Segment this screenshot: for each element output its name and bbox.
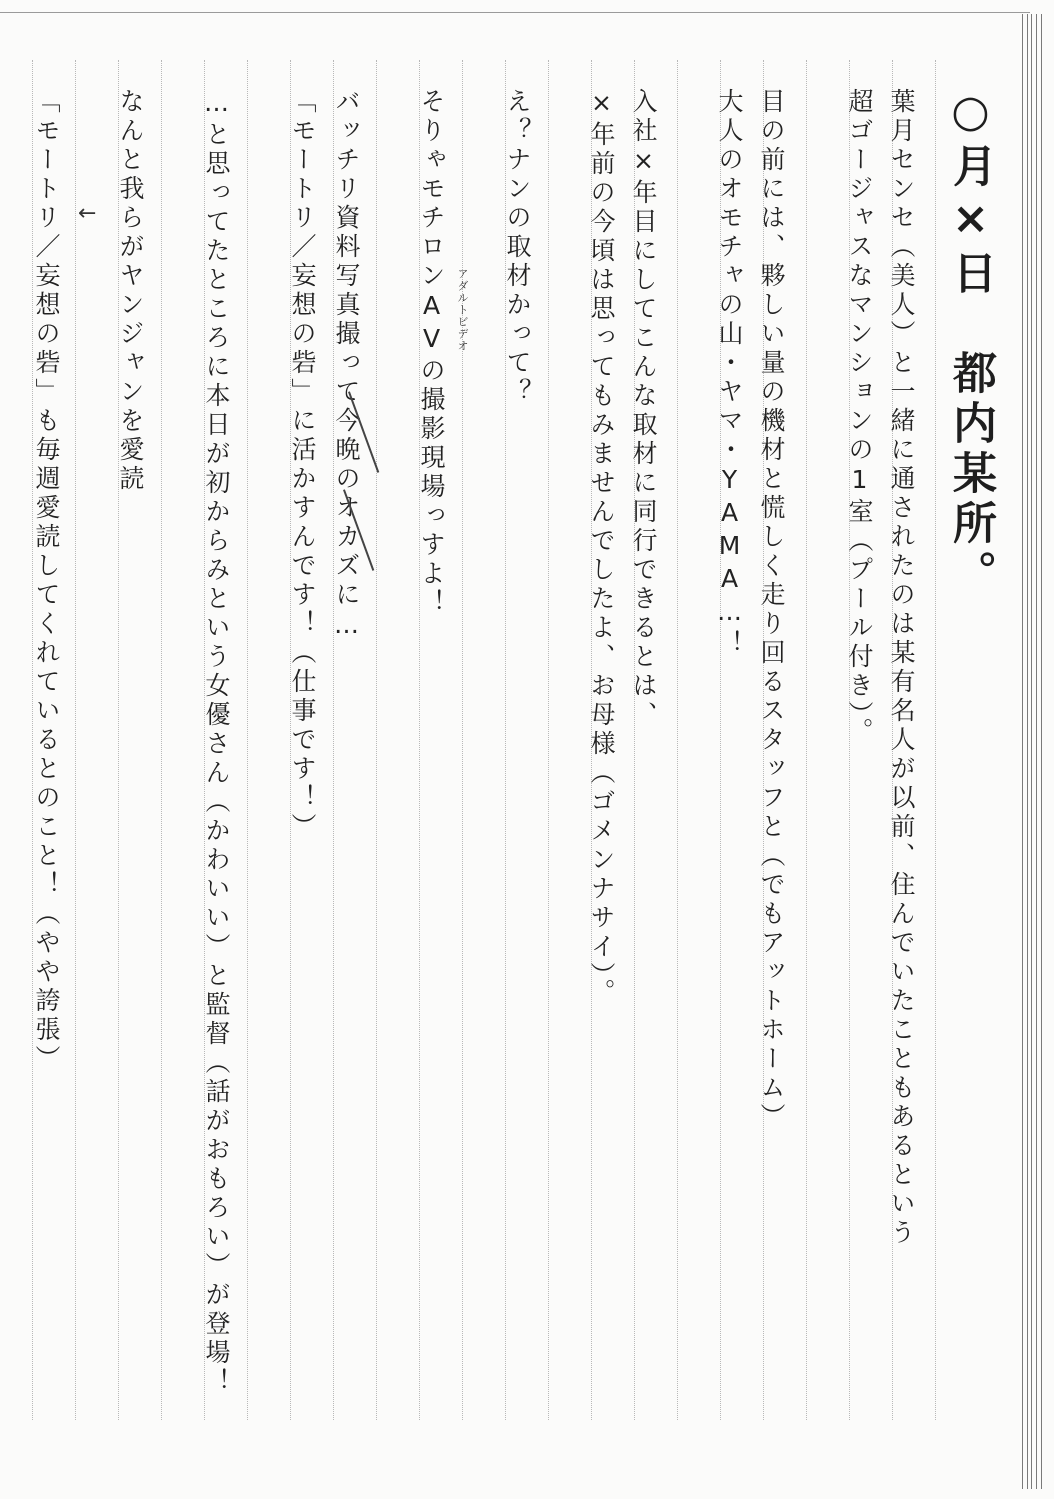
ruled-line <box>548 60 549 1420</box>
ruled-line <box>75 60 76 1420</box>
text-column-8: そりゃモチロンAVの撮影現場っすよ！ <box>417 88 446 618</box>
text-column-2: 超ゴージャスなマンションの1室（プール付き）。 <box>845 88 874 747</box>
page-edge-line <box>1036 14 1037 1489</box>
text-column-6: ×年前の今頃は思ってもみませんでしたよ、お母様（ゴメンナサイ）。 <box>587 88 616 1008</box>
ruled-line <box>935 60 936 1420</box>
text-column-4: 大人のオモチャの山・ヤマ・YAMA…！ <box>715 88 744 659</box>
text-column-1: 葉月センセ（美人）と一緒に通されたのは某有名人が以前、住んでいたこともあるという <box>887 88 916 1248</box>
page-edge-line <box>1022 14 1023 1489</box>
left-arrow-icon: ← <box>78 201 97 226</box>
ruby-av: アダルトビデオ <box>456 268 469 352</box>
text-column-7: え？ナンの取材かって？ <box>503 88 532 407</box>
text-column-3: 目の前には、夥しい量の機材と慌しく走り回るスタッフと（でもアットホーム） <box>757 88 786 1132</box>
text-column-13: 「モートリ／妄想の砦」も毎週愛読してくれているとのこと！（やや誇張） <box>32 88 61 1074</box>
ruled-line <box>247 60 248 1420</box>
text-column-10: 「モートリ／妄想の砦」に活かすんです！（仕事です！） <box>288 88 317 842</box>
page-edge-line <box>1031 14 1032 1489</box>
diary-date-heading: ○月×日 都内某所。 <box>945 86 996 600</box>
ruled-line <box>677 60 678 1420</box>
page-edge-line <box>1027 14 1028 1489</box>
page-top-edge <box>0 12 1030 13</box>
ruled-line <box>462 60 463 1420</box>
text-column-5: 入社×年目にしてこんな取材に同行できるとは、 <box>629 88 658 730</box>
text-column-12: なんと我らがヤンジャンを愛読 <box>116 88 145 494</box>
text-column-9: バッチリ資料写真撮って今晩のオカズに… <box>332 88 361 643</box>
ruled-line <box>376 60 377 1420</box>
ruled-line <box>161 60 162 1420</box>
ruled-line <box>806 60 807 1420</box>
page-edge-line <box>1041 14 1042 1489</box>
text-column-11: …と思ってたところに本日が初からみという女優さん（かわいい）と監督（話がおもろい）が登場！ <box>202 88 231 1397</box>
